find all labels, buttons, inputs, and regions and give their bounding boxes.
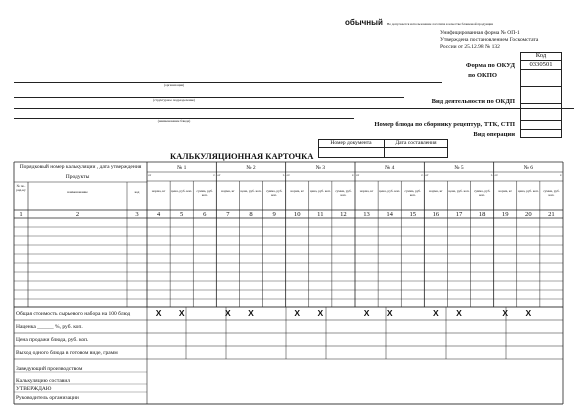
col-number-8: 8	[249, 211, 253, 218]
doc-number-label: Номер документа	[330, 140, 372, 146]
col-number-4: 4	[156, 211, 161, 218]
sub-norm: норма, кг	[498, 189, 512, 193]
x-mark: X	[363, 308, 370, 318]
group-date-prefix-5: от	[425, 173, 429, 177]
name-header: наименование	[67, 190, 88, 194]
group-date-prefix-2: от	[217, 173, 221, 177]
sub-sum: сумма, руб. коп.	[335, 189, 352, 197]
col-number-3: 3	[135, 211, 139, 218]
group-label-6: № 6	[523, 165, 533, 171]
x-mark: X	[433, 308, 439, 318]
sub-sum: сумма, руб. коп.	[265, 189, 283, 197]
operation-label: Вид операции	[473, 131, 515, 138]
group-label-3: № 3	[315, 165, 325, 171]
x-mark: X	[225, 308, 231, 318]
sub-sum: сумма, руб. коп.	[543, 189, 560, 197]
products-header: Продукты	[65, 174, 90, 180]
okdp-label: Вид деятельности по ОКДП	[431, 98, 515, 105]
x-mark: X	[386, 308, 393, 318]
dish-caption: (наименование блюда)	[157, 119, 191, 123]
sub-price: цена, руб. коп.	[517, 189, 539, 193]
org-caption: (организация)	[163, 83, 185, 87]
form-name: Унифицированная форма № ОП-1	[440, 30, 520, 36]
group-label-1: № 1	[176, 165, 187, 171]
approved-date: России от 25.12.98 № 132	[440, 44, 500, 50]
group-date-suffix-3: г.	[352, 173, 354, 177]
x-mark: X	[294, 308, 301, 318]
x-mark: X	[525, 308, 532, 318]
ttk-label: Номер блюда по сборнику рецептур, ТТК, СТП	[374, 121, 515, 128]
col-number-5: 5	[180, 211, 184, 218]
sub-price: цена, руб. коп.	[171, 189, 193, 193]
x-mark: X	[317, 308, 324, 318]
sub-price: цена, руб. коп.	[309, 189, 331, 193]
approved-label: УТВЕРЖДАЮ	[16, 386, 52, 392]
sub-sum: сумма, руб. коп.	[196, 189, 213, 197]
okud-value[interactable]: 0330501	[529, 61, 553, 68]
col-number-2: 2	[75, 211, 80, 218]
x-mark: X	[155, 308, 162, 318]
total-label: Общая стоимость сырьевого набора на 100 блюд	[16, 311, 131, 317]
division-caption: (структурное подразделение)	[152, 98, 196, 102]
code-header: Код	[535, 52, 547, 59]
markup-label: Наценка ______ %, руб. коп.	[16, 324, 83, 330]
col-number-13: 13	[363, 211, 370, 218]
seq-header: Порядковый номер калькуляции , дата утверждения	[19, 164, 142, 170]
sub-price: цена, руб. коп.	[379, 189, 401, 193]
yield-label: Выход одного блюда в готовом виде, грамм	[16, 350, 118, 356]
col-number-11: 11	[317, 211, 324, 218]
col-number-1: 1	[19, 211, 23, 218]
group-date-prefix-3: от	[286, 173, 290, 177]
x-mark: X	[456, 308, 462, 318]
sub-norm: норма, кг	[290, 189, 304, 193]
col-number-12: 12	[340, 211, 347, 218]
row-no-header: № по-ряд-ку	[16, 184, 26, 192]
group-label-2: № 2	[246, 165, 256, 171]
group-date-prefix-6: от	[494, 173, 498, 177]
group-label-4: № 4	[384, 165, 395, 171]
x-mark: X	[178, 308, 185, 318]
sub-price: цена, руб. коп.	[240, 189, 262, 193]
group-date-prefix-1: от	[148, 173, 152, 177]
col-number-7: 7	[226, 211, 230, 218]
group-date-suffix-4: г.	[421, 173, 424, 177]
brand-note: Не допускается использование логотипа в качестве бланковой продукции	[386, 22, 494, 26]
code-header: код	[134, 190, 140, 194]
doc-date-label: Дата составления	[395, 140, 437, 146]
price-label: Цена продажи блюда, руб. коп.	[16, 337, 89, 343]
group-date-suffix-1: г.	[213, 173, 216, 177]
sub-norm: норма, кг	[221, 189, 235, 193]
group-date-suffix-5: г.	[490, 173, 493, 177]
approved-by: Утверждена постановлением Госкомстата	[440, 37, 539, 43]
okud-label: Форма по ОКУД	[465, 62, 515, 69]
col-number-15: 15	[409, 211, 417, 218]
sub-norm: норма, кг	[429, 189, 443, 193]
group-label-5: № 5	[454, 165, 464, 171]
col-number-16: 16	[432, 211, 440, 218]
col-number-6: 6	[203, 211, 207, 218]
col-number-14: 14	[386, 211, 393, 218]
col-number-9: 9	[272, 211, 276, 218]
brand-name: обычный	[345, 18, 383, 27]
document-title: КАЛЬКУЛЯЦИОННАЯ КАРТОЧКА	[170, 151, 314, 161]
sub-sum: сумма, руб. коп.	[404, 189, 421, 197]
col-number-21: 21	[548, 211, 555, 218]
sub-price: цена, руб. коп.	[448, 189, 470, 193]
head-production-label: Заведующий производством	[16, 366, 83, 372]
calculator-label: Калькуляцию составил	[16, 378, 71, 384]
col-number-19: 19	[501, 211, 509, 218]
group-date-suffix-6: г.	[560, 173, 562, 177]
x-mark: X	[502, 308, 509, 318]
x-mark: X	[248, 308, 254, 318]
col-number-20: 20	[525, 211, 532, 218]
sub-norm: норма, кг	[359, 189, 374, 193]
head-org-label: Руководитель организации	[16, 395, 79, 401]
group-date-prefix-4: от	[356, 173, 360, 177]
okpo-label: по ОКПО	[468, 72, 497, 79]
group-date-suffix-2: г.	[282, 173, 285, 177]
col-number-10: 10	[293, 211, 301, 218]
sub-sum: сумма, руб. коп.	[473, 189, 491, 197]
col-number-17: 17	[455, 211, 463, 218]
sub-norm: норма, кг	[151, 189, 166, 193]
col-number-18: 18	[478, 211, 486, 218]
